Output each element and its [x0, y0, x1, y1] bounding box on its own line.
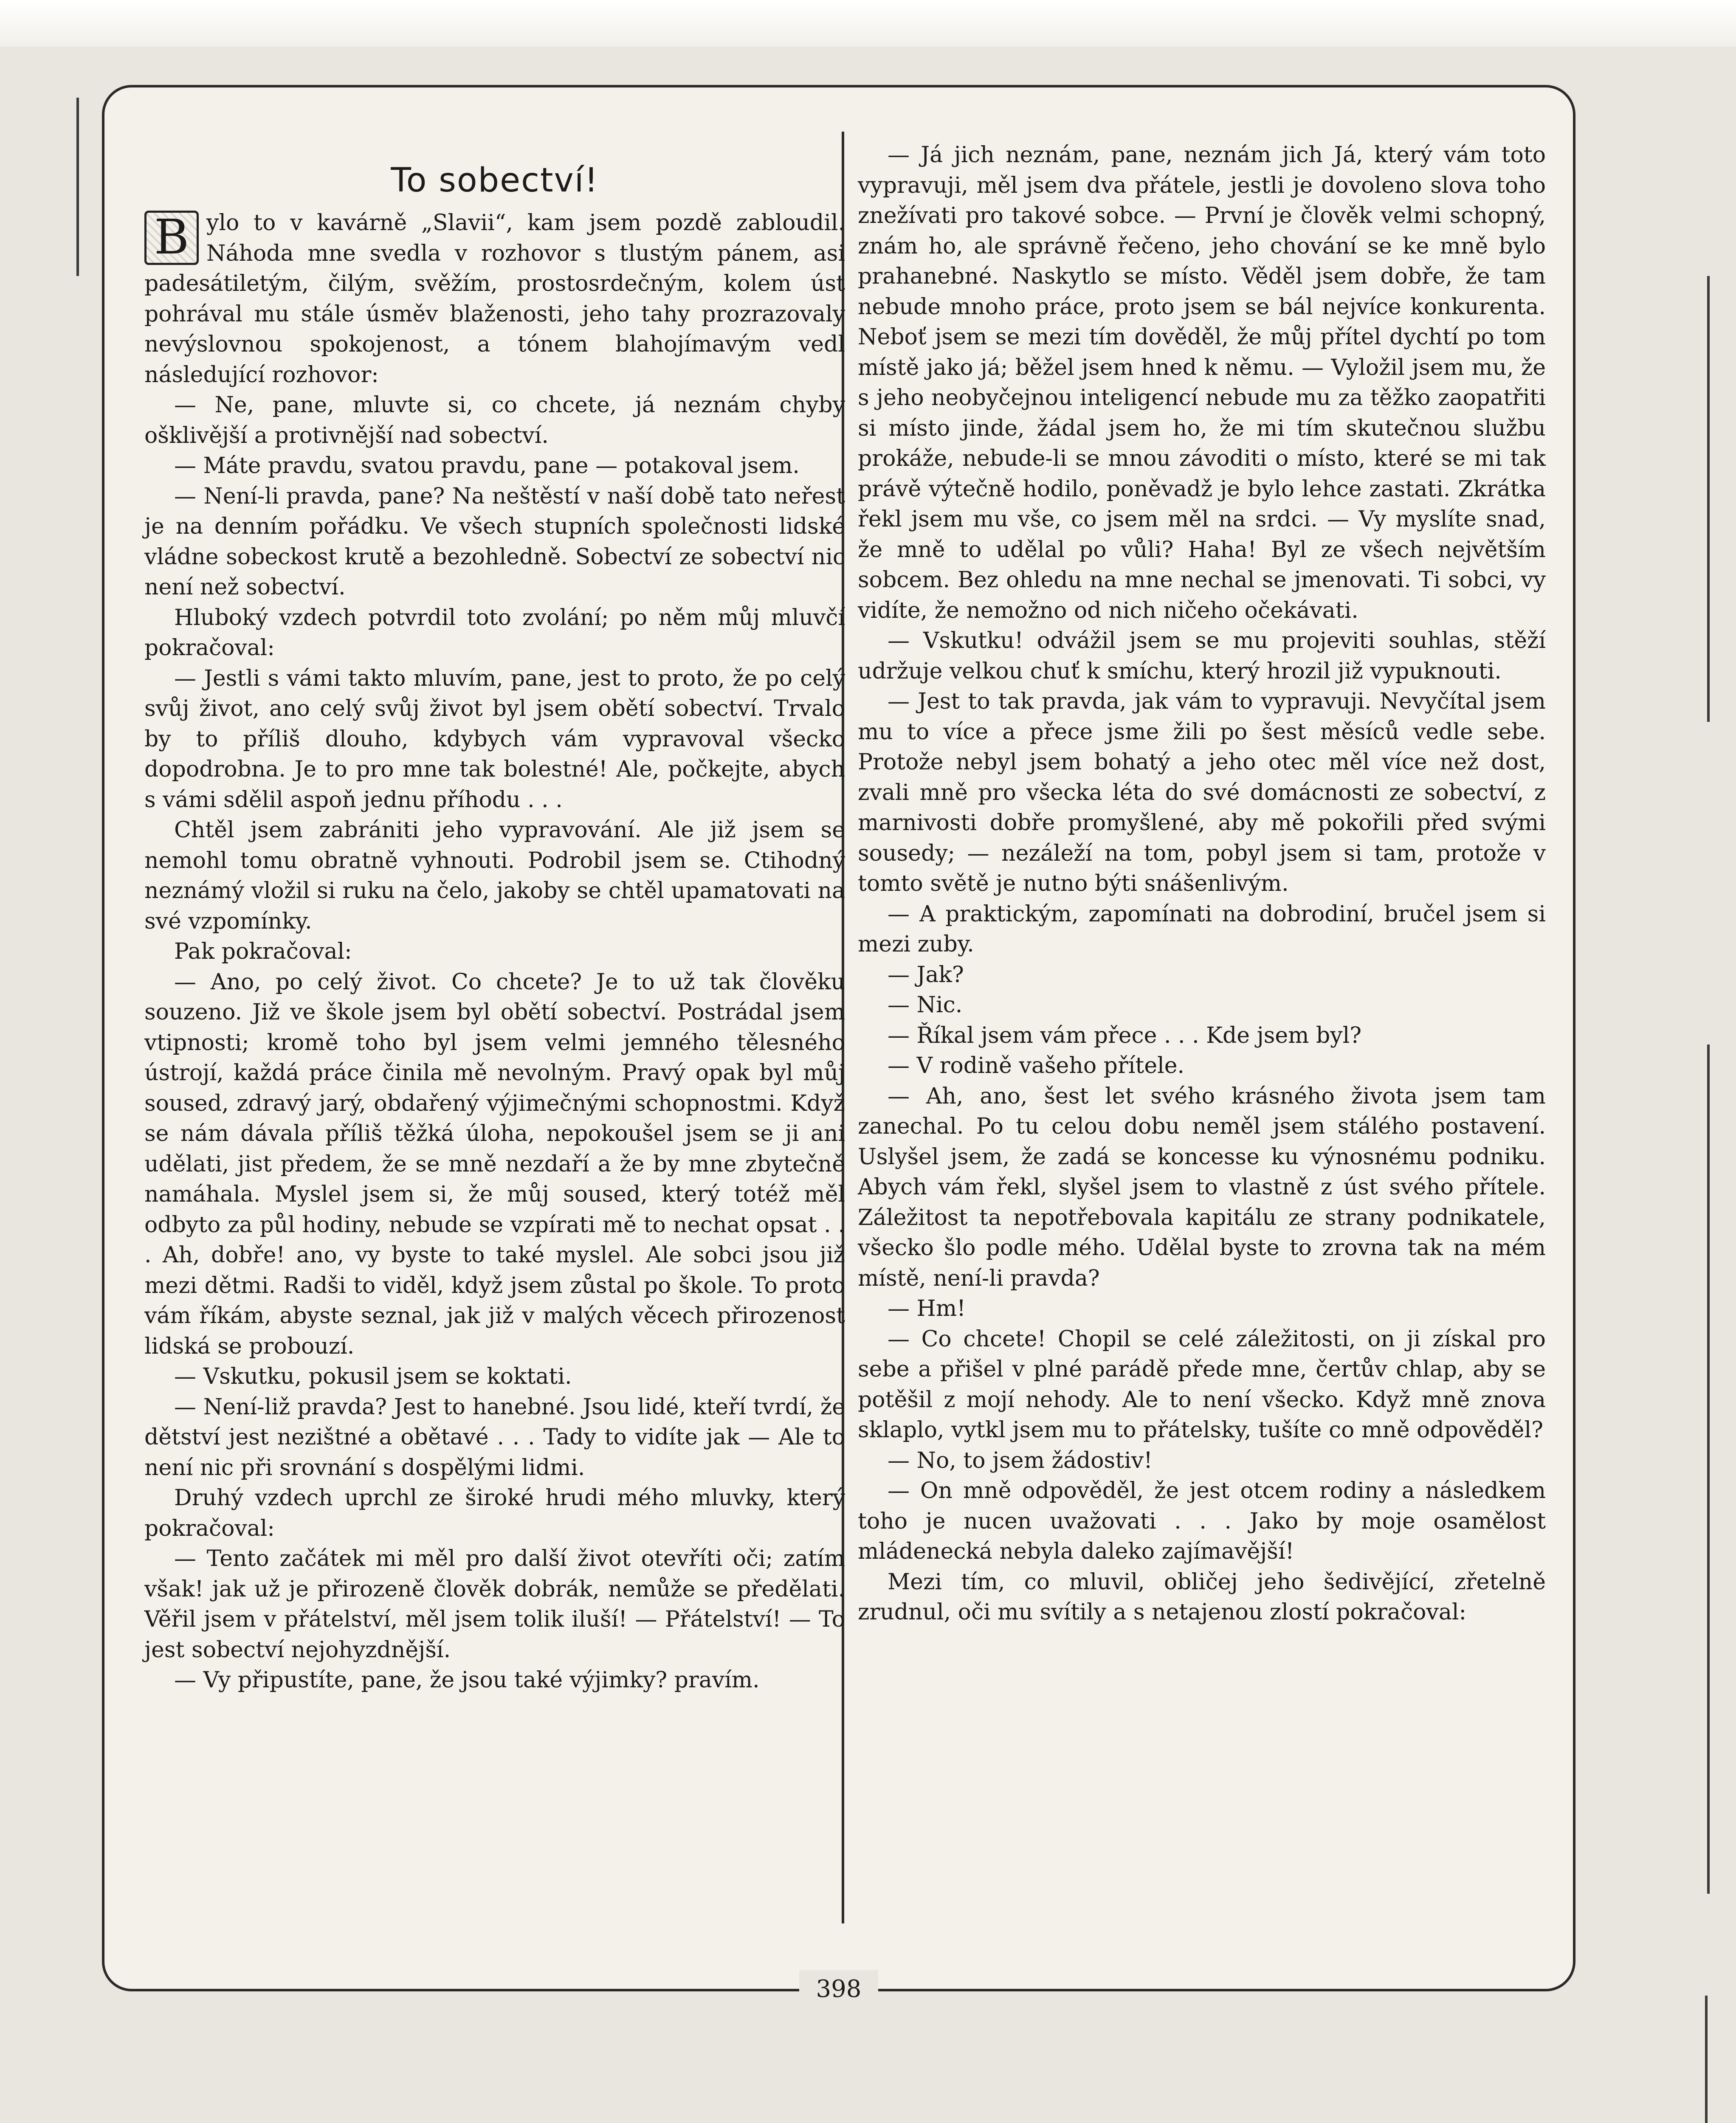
paragraph: Chtěl jsem zabrániti jeho vypravování. Ale již jsem se nemohl tomu obratně vyhnouti. Podrobil jsem se. Ctihodný neznámý vložil si ruku na čelo, jakoby se chtěl upamatovati na své vzpomínky.	[144, 817, 845, 934]
scan-mark	[1707, 276, 1710, 722]
paragraph: — Vskutku, pokusil jsem se koktati.	[174, 1364, 572, 1389]
paragraph: — Vy připustíte, pane, že jsou také výjimky? pravím.	[174, 1667, 760, 1693]
paragraph: — V rodině vašeho přítele.	[888, 1053, 1185, 1078]
paragraph: — Vskutku! odvážil jsem se mu projeviti souhlas, stěží udržuje velkou chuť k smíchu, který hrozil již vypuknouti.	[858, 628, 1546, 684]
scan-mark	[76, 98, 79, 276]
left-column	[144, 140, 845, 1696]
paragraph	[144, 208, 845, 390]
paragraph: — Není-liž pravda? Jest to hanebné. Jsou lidé, kteří tvrdí, že dětství jest nezištné a obětavé . . . Tady to vidíte jak — Ale to není nic při srovnání s dospělými lidmi.	[144, 1394, 845, 1481]
paragraph: — Máte pravdu, svatou pravdu, pane — potakoval jsem.	[174, 453, 800, 479]
paragraph-text: ylo to v kavárně „Slavii“, kam jsem pozdě zabloudil. Náhoda mne svedla v rozhovor s tlustým pánem, asi padesátiletým, čilým, svěžím, prostosrdečným, kolem úst pohrával mu stále úsměv blaženosti, jeho tahy prozrazovaly nevýslovnou spokojenost, a tónem blahojímavým vedl následující rozhovor:	[144, 210, 845, 388]
paragraph: — Ah, ano, šest let svého krásného života jsem tam zanechal. Po tu celou dobu neměl jsem stálého postavení. Uslyšel jsem, že zadá se koncesse ku výnosnému podniku. Abych vám řekl, slyšel jsem to vlastně z úst svého přítele. Záležitost ta nepotřebovala kapitálu ze strany podnikatele, všecko šlo podle mého. Udělal byste to zrovna tak na mém místě, není-li pravda?	[858, 1083, 1546, 1291]
paragraph: — Jestli s vámi takto mluvím, pane, jest to proto, že po celý svůj život, ano celý svůj život byl jsem obětí sobectví. Trvalo by to příliš dlouho, kdybych vám vypravoval všecko dopodrobna. Je to pro mne tak bolestné! Ale, počkejte, abych s vámi sdělil aspoň jednu příhodu . . .	[144, 665, 845, 813]
paragraph: Druhý vzdech uprchl ze široké hrudi mého mluvky, který pokračoval:	[144, 1485, 845, 1541]
paragraph: — Já jich neznám, pane, neznám jich Já, který vám toto vypravuji, měl jsem dva přátele, jestli je dovoleno slova toho znežívati pro takové sobce. — První je člověk velmi schopný, znám ho, ale správně řečeno, jeho chování se ke mně bylo prahanebné. Naskytlo se místo. Věděl jsem dobře, že tam nebude mnoho práce, proto jsem se bál nejvíce konkurenta. Neboť jsem se mezi tím dověděl, že můj přítel dychtí po tom místě jako já; běžel jsem hned k němu. — Vyložil jsem mu, že s jeho neobyčejnou inteligencí nebude mu za těžko zaopatřiti si místo jinde, žádal jsem ho, že mi tím skutečnou službu prokáže, nebude-li se mnou závoditi o místo, které se mi tak právě výtečně hodilo, poněvadž je bylo lehce zastati. Zkrátka řekl jsem mu vše, co jsem měl na srdci. — Vy myslíte snad, že mně to udělal po vůli? Haha! Byl ze všech největším sobcem. Bez ohledu na mne nechal se jmenovati. Ti sobci, vy vidíte, že nemožno od nich ničeho očekávati.	[858, 142, 1546, 623]
right-column	[858, 140, 1546, 1628]
paragraph: — Ano, po celý život. Co chcete? Je to už tak člověku souzeno. Již ve škole jsem byl obětí sobectví. Postrádal jsem vtipnosti; kromě toho byl jsem velmi jemného tělesného ústrojí, každá práce činila mě nevolným. Pravý opak byl můj soused, zdravý jarý, obdařený výjimečnými schopnostmi. Když se nám dávala příliš těžká úloha, nepokoušel jsem se ji ani udělati, jist předem, že se mně nezdaří a že by mne zbytečně namáhala. Myslel jsem si, že můj soused, který totéž měl odbyto za půl hodiny, nebude se vzpírati mě to nechat opsat . . . Ah, dobře! ano, vy byste to také myslel. Ale sobci jsou již mezi dětmi. Radši to viděl, když jsem zůstal po škole. To proto vám říkám, abyste seznal, jak již v malých věcech přirozenost lidská se probouzí.	[144, 969, 845, 1359]
paragraph: Mezi tím, co mluvil, obličej jeho šedivějící, zřetelně zrudnul, oči mu svítily a s netajenou zlostí pokračoval:	[858, 1569, 1546, 1625]
decorative-initial: B	[144, 211, 199, 265]
page-number: 398	[799, 1970, 879, 2008]
scan-mark	[1707, 1045, 1710, 1894]
paragraph: — Co chcete! Chopil se celé záležitosti, on ji získal pro sebe a přišel v plné parádě přede mne, čertův chlap, aby se potěšil z mojí nehody. Ale to není všecko. Když mně znova sklaplo, vytkl jsem mu to přátelsky, tušíte co mně odpověděl?	[858, 1326, 1546, 1443]
paragraph: — Říkal jsem vám přece . . . Kde jsem byl?	[888, 1022, 1362, 1048]
paragraph: — Hm!	[888, 1296, 966, 1321]
paragraph: — Jak?	[888, 962, 964, 988]
paragraph: Hluboký vzdech potvrdil toto zvolání; po něm můj mluvčí pokračoval:	[144, 605, 845, 661]
paragraph: — Tento začátek mi měl pro další život otevříti oči; zatím však! jak už je přirozeně člověk dobrák, nemůže se předělati. Věřil jsem v přátelství, měl jsem tolik iluší! — Přátelství! — To jest sobectví nejohyzdnější.	[144, 1546, 845, 1663]
scan-margin-top	[0, 0, 1736, 47]
paragraph: — Ne, pane, mluvte si, co chcete, já neznám chyby ošklivější a protivnější nad sobectví.	[144, 392, 845, 448]
paragraph: — A praktickým, zapomínati na dobrodiní, bručel jsem si mezi zuby.	[858, 901, 1546, 957]
scan-mark	[1705, 1996, 1708, 2123]
paragraph: — Jest to tak pravda, jak vám to vypravuji. Nevyčítal jsem mu to více a přece jsme žili po šest měsíců vedle sebe. Protože nebyl jsem bohatý a jeho otec měl více než dost, zvali mně pro všecka léta do své domácnosti ze sobectví, z marnivosti dobře promyšlené, aby mě pokořili před svými sousedy; — nezáleží na tom, pobyl jsem si tam, protože v tomto světě je nutno býti snášenlivým.	[858, 689, 1546, 896]
paragraph: — Nic.	[888, 992, 963, 1018]
article-title: To sobectví!	[391, 161, 599, 200]
paragraph: — On mně odpověděl, že jest otcem rodiny a následkem toho je nucen uvažovati . . . Jako by moje osamělost mládenecká nebyla daleko zajímavější!	[858, 1478, 1546, 1564]
paragraph: — No, to jsem žádostiv!	[888, 1447, 1153, 1473]
paragraph: — Není-li pravda, pane? Na neštěstí v naší době tato neřest je na denním pořádku. Ve všech stupních společnosti lidské vládne sobeckost krutě a bezohledně. Sobectví ze sobectví nic není než sobectví.	[144, 483, 845, 600]
paragraph: Pak pokračoval:	[174, 939, 352, 964]
page-footer	[102, 1970, 1575, 2008]
